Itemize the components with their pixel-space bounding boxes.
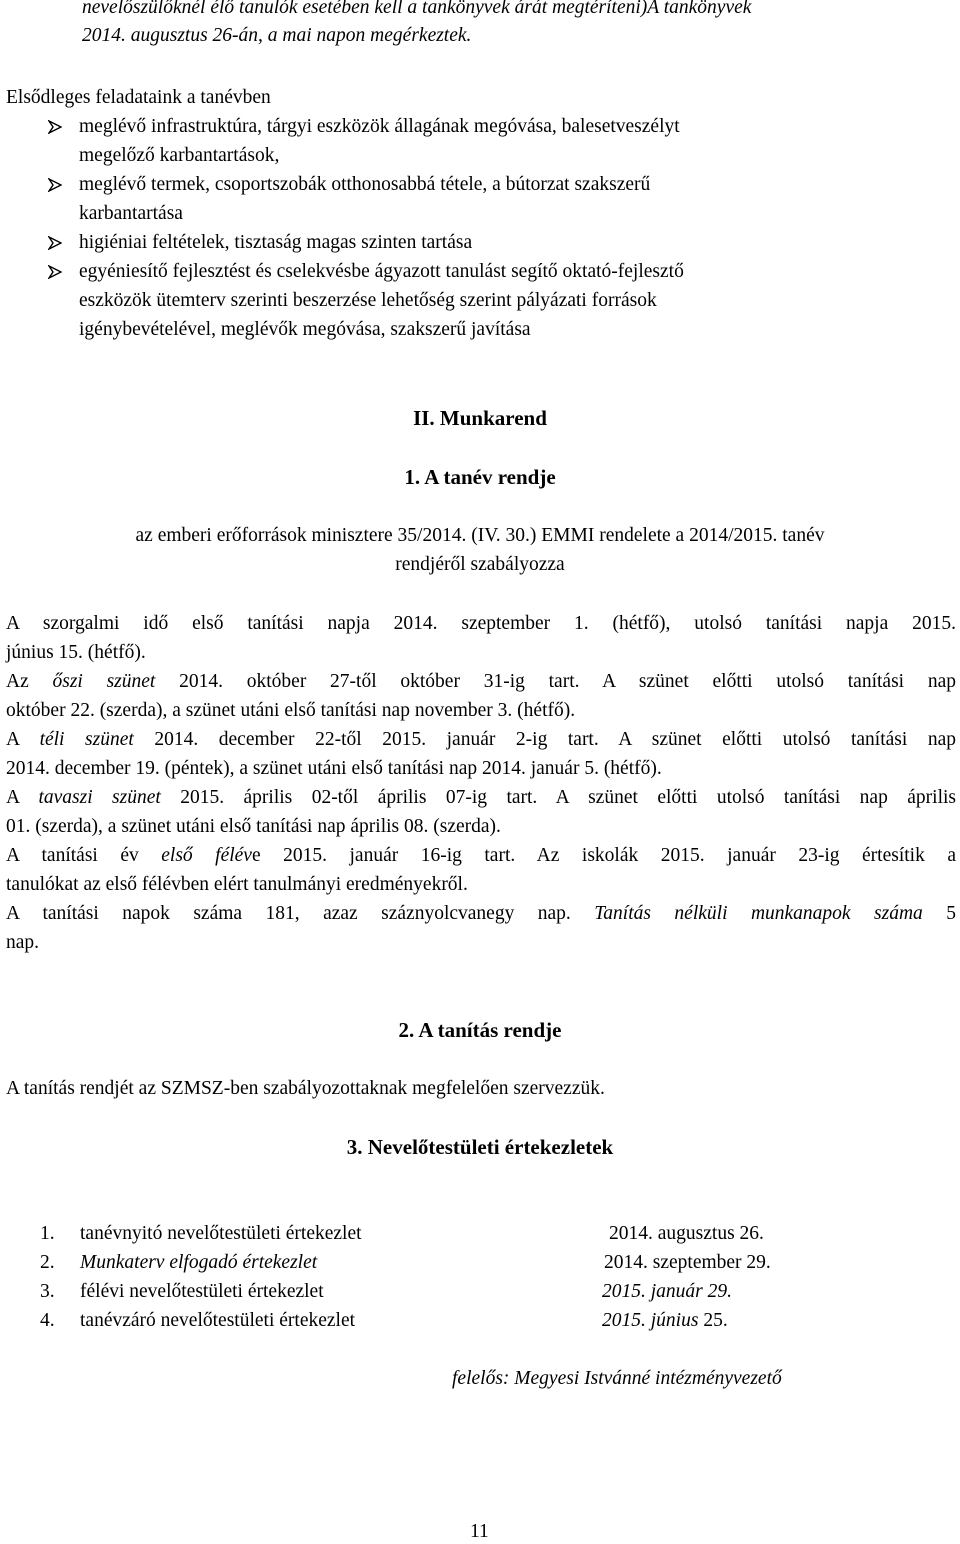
task-item-4-line-3: igénybevételével, meglévők megóvása, szakszerű javítása bbox=[79, 319, 531, 340]
subsection-3-title: 3. Nevelőtestületi értekezletek bbox=[346, 1135, 614, 1159]
first-half-line-1: A tanítási év első féléve 2015. január 16-ig tart. Az iskolák 2015. január 23-ig értesítik a bbox=[6, 845, 956, 866]
decree-line-1: az emberi erőforrások minisztere 35/2014. (IV. 30.) EMMI rendelete a 2014/2015. tanév bbox=[135, 525, 825, 546]
decree-line-2: rendjéről szabályozza bbox=[395, 554, 565, 575]
arrow-bullet-icon bbox=[48, 265, 62, 279]
task-item-2-line-2: karbantartása bbox=[79, 203, 183, 224]
spring-break-line-2: 01. (szerda), a szünet utáni első tanítási nap április 08. (szerda). bbox=[6, 816, 501, 837]
task-item-2-line-1: meglévő termek, csoportszobák otthonosabbá tétele, a bútorzat szakszerű bbox=[79, 174, 651, 195]
task-item-4-line-1: egyéniesítő fejlesztést és cselekvésbe ágyazott tanulást segítő oktató-fejlesztő bbox=[79, 261, 684, 282]
autumn-break-line-1: Az őszi szünet 2014. október 27-től október 31-ig tart. A szünet előtti utolsó tanítási nap bbox=[6, 671, 956, 692]
arrow-bullet-icon bbox=[48, 178, 62, 192]
teaching-days-line-1: A tanítási napok száma 181, azaz száznyolcvanegy nap. Tanítás nélküli munkanapok száma 5 bbox=[6, 903, 956, 924]
page-number: 11 bbox=[470, 1521, 489, 1542]
school-year-line-2: június 15. (hétfő). bbox=[6, 642, 146, 663]
spring-break-line-1: A tavaszi szünet 2015. április 02-től április 07-ig tart. A szünet előtti utolsó tanítási nap április bbox=[6, 787, 957, 808]
autumn-break-line-2: október 22. (szerda), a szünet utáni első tanítási nap november 3. (hétfő). bbox=[6, 700, 576, 721]
arrow-bullet-icon bbox=[48, 120, 62, 134]
subsection-2-title: 2. A tanítás rendje bbox=[398, 1018, 562, 1042]
school-year-line-1: A szorgalmi idő első tanítási napja 2014. szeptember 1. (hétfő), utolsó tanítási napja 2015. bbox=[6, 613, 956, 634]
winter-break-line-2: 2014. december 19. (péntek), a szünet utáni első tanítási nap 2014. január 5. (hétfő). bbox=[6, 758, 662, 779]
section-title: II. Munkarend bbox=[413, 406, 547, 430]
teaching-order-text: A tanítás rendjét az SZMSZ-ben szabályozottaknak megfelelően szervezzük. bbox=[6, 1078, 605, 1099]
first-half-line-2: tanulókat az első félévben elért tanulmányi eredményekről. bbox=[6, 874, 468, 895]
intro-line-1: nevelőszülőknél élő tanulók esetében kell a tankönyvek árát megtéríteni)A tankönyvek bbox=[82, 0, 752, 18]
arrow-bullet-icon bbox=[48, 236, 62, 250]
task-item-1-line-1: meglévő infrastruktúra, tárgyi eszközök állagának megóvása, balesetveszélyt bbox=[79, 116, 680, 137]
task-item-4-line-2: eszközök ütemterv szerinti beszerzése lehetőség szerint pályázati források bbox=[79, 290, 657, 311]
responsible-person: felelős: Megyesi Istvánné intézményvezető bbox=[452, 1368, 782, 1389]
tasks-heading: Elsődleges feladataink a tanévben bbox=[6, 87, 271, 108]
winter-break-line-1: A téli szünet 2014. december 22-től 2015. január 2-ig tart. A szünet előtti utolsó tanítási nap bbox=[6, 729, 956, 750]
intro-line-2: 2014. augusztus 26-án, a mai napon megérkeztek. bbox=[82, 25, 472, 46]
task-item-3-line-1: higiéniai feltételek, tisztaság magas szinten tartása bbox=[79, 232, 473, 253]
subsection-1-title: 1. A tanév rendje bbox=[404, 465, 556, 489]
task-item-1-line-2: megelőző karbantartások, bbox=[79, 145, 280, 166]
teaching-days-line-2: nap. bbox=[6, 932, 40, 953]
